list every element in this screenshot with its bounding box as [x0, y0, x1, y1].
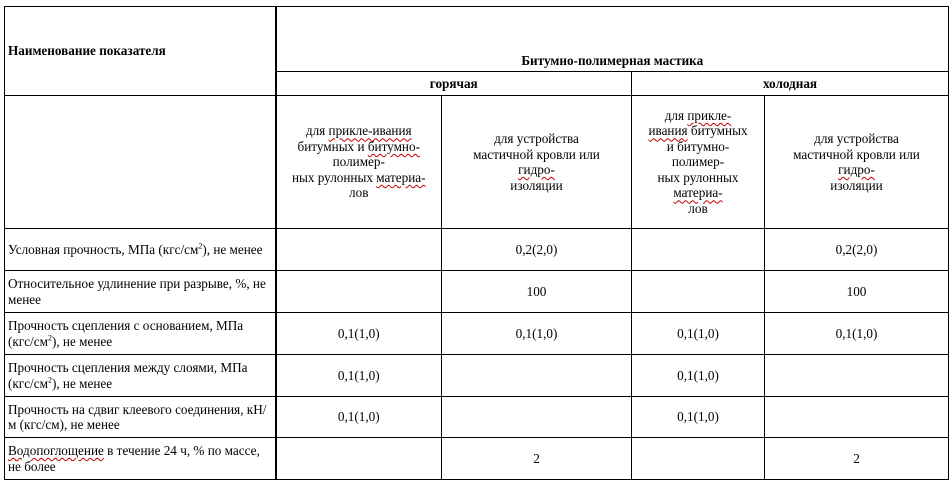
- row-name: Водопоглощение в течение 24 ч, % по массе, не более: [5, 438, 276, 480]
- cold-roof-value: 2: [765, 438, 949, 480]
- hot-glue-value: 0,1(1,0): [276, 397, 442, 438]
- hot-roof-value: [442, 397, 632, 438]
- table-row: [5, 397, 949, 438]
- row-name: Прочность на сдвиг клеевого соединения, кН/м (кгс/см), не менее: [5, 397, 276, 438]
- row-name: Прочность сцепления с основанием, МПа $(кгс/см^2)$, не менее: [5, 313, 276, 355]
- hot-glue-value: 0,1(1,0): [276, 313, 442, 355]
- cold-glue-value: [632, 271, 765, 313]
- hot-roof-value: 0,1(1,0): [442, 313, 632, 355]
- hot-roof-value: 2: [442, 438, 632, 480]
- row-name: Относительное удлинение при разрыве, %, не менее: [5, 271, 276, 313]
- cold-header: холодная: [632, 72, 949, 96]
- cold-glue-value: [632, 438, 765, 480]
- name-column-header: Наименование показателя: [5, 7, 276, 96]
- cold-glue-value: [632, 229, 765, 271]
- cold-roof-value: [765, 397, 949, 438]
- spec-table: [4, 6, 949, 480]
- hot-glue-header: для прикле-ивания битумных и битумно- полимер- ных рулонных материа- лов: [276, 96, 442, 229]
- hot-roof-value: 100: [442, 271, 632, 313]
- cold-glue-value: 0,1(1,0): [632, 355, 765, 397]
- hot-glue-value: 0,1(1,0): [276, 355, 442, 397]
- row-name: Условная прочность, МПа $(кгс/см^2)$, не менее: [5, 229, 276, 271]
- cold-roof-value: 0,2(2,0): [765, 229, 949, 271]
- hot-roof-value: [442, 355, 632, 397]
- hot-glue-value: [276, 271, 442, 313]
- cold-roof-header: для устройства мастичной кровли или гидро- изоляции: [765, 96, 949, 229]
- cold-roof-value: [765, 355, 949, 397]
- cold-roof-value: 0,1(1,0): [765, 313, 949, 355]
- cold-glue-value: 0,1(1,0): [632, 313, 765, 355]
- row-name: Прочность сцепления между слоями, МПа $(кгс/см^2)$, не менее: [5, 355, 276, 397]
- cold-glue-value: 0,1(1,0): [632, 397, 765, 438]
- hot-glue-value: [276, 438, 442, 480]
- cold-glue-header: для прикле- ивания битумных и битумно- полимер- ных рулонных материа- лов: [632, 96, 765, 229]
- hot-roof-value: 0,2(2,0): [442, 229, 632, 271]
- hot-roof-header: для устройства мастичной кровли или гидро- изоляции: [442, 96, 632, 229]
- table-row: [5, 271, 949, 313]
- cold-roof-value: 100: [765, 271, 949, 313]
- table-row: [5, 313, 949, 355]
- header-row-1: [5, 7, 949, 72]
- group-header: Битумно-полимерная мастика: [276, 7, 949, 72]
- subheader-row: [5, 96, 949, 229]
- hot-glue-value: [276, 229, 442, 271]
- blank-cell: [5, 96, 276, 229]
- table-row: [5, 355, 949, 397]
- table-row: [5, 229, 949, 271]
- hot-header: горячая: [276, 72, 632, 96]
- table-row: [5, 438, 949, 480]
